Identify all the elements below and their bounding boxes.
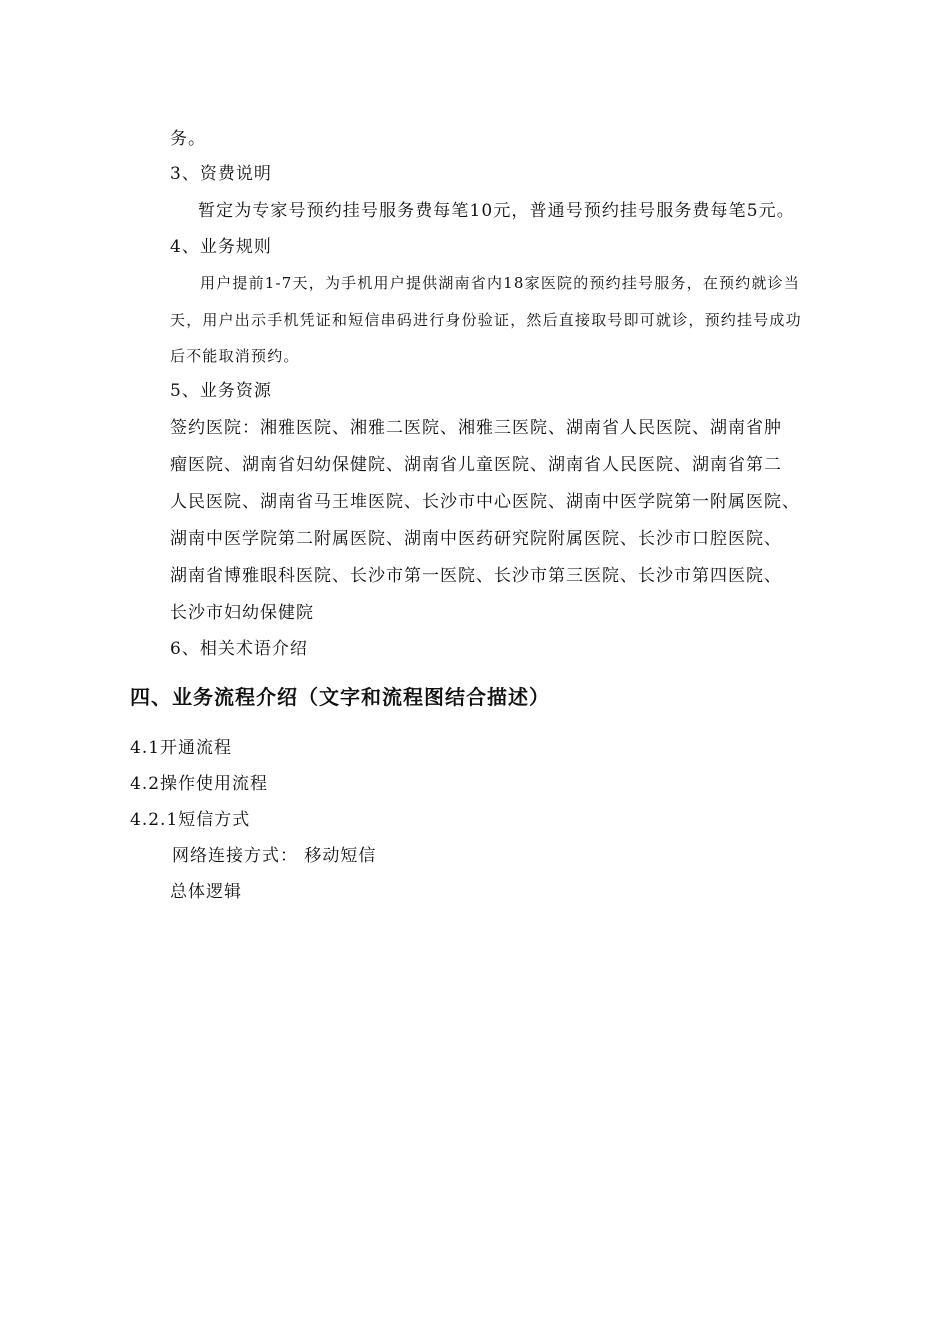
section-5-text-line-2: 瘤医院、湖南省妇幼保健院、湖南省儿童医院、湖南省人民医院、湖南省第二 (170, 455, 782, 475)
section-6-title: 6、相关术语介绍 (170, 639, 308, 659)
section-4-title: 4、业务规则 (170, 237, 272, 257)
section-5-text-line-6: 长沙市妇幼保健院 (170, 603, 314, 623)
section-4-text-line-1: 用户提前1-7天，为手机用户提供湖南省内18家医院的预约挂号服务，在预约就诊当 (200, 274, 801, 292)
overall-logic-line: 总体逻辑 (170, 882, 242, 902)
section-5-text-line-3: 人民医院、湖南省马王堆医院、长沙市中心医院、湖南中医学院第一附属医院、 (170, 492, 800, 512)
network-connection-line: 网络连接方式： 移动短信 (172, 846, 377, 866)
section-5-text-line-4: 湖南中医学院第二附属医院、湖南中医药研究院附属医院、长沙市口腔医院、 (170, 529, 782, 549)
continuation-text: 务。 (170, 129, 206, 149)
section-5-text-line-5: 湖南省博雅眼科医院、长沙市第一医院、长沙市第三医院、长沙市第四医院、 (170, 566, 782, 586)
section-3-title: 3、资费说明 (170, 164, 272, 184)
subsection-4-2-1: 4.2.1短信方式 (130, 810, 251, 830)
section-4-text-line-3: 后不能取消预约。 (170, 347, 300, 365)
section-5-title: 5、业务资源 (170, 381, 272, 401)
chapter-4-heading: 四、业务流程介绍（文字和流程图结合描述） (130, 685, 550, 709)
section-3-text: 暂定为专家号预约挂号服务费每笔10元，普通号预约挂号服务费每笔5元。 (198, 201, 795, 221)
subsection-4-2: 4.2操作使用流程 (130, 774, 269, 794)
subsection-4-1: 4.1开通流程 (130, 738, 233, 758)
section-5-text-line-1: 签约医院：湘雅医院、湘雅二医院、湘雅三医院、湖南省人民医院、湖南省肿 (170, 418, 782, 438)
section-4-text-line-2: 天，用户出示手机凭证和短信串码进行身份验证，然后直接取号即可就诊，预约挂号成功 (170, 311, 802, 329)
